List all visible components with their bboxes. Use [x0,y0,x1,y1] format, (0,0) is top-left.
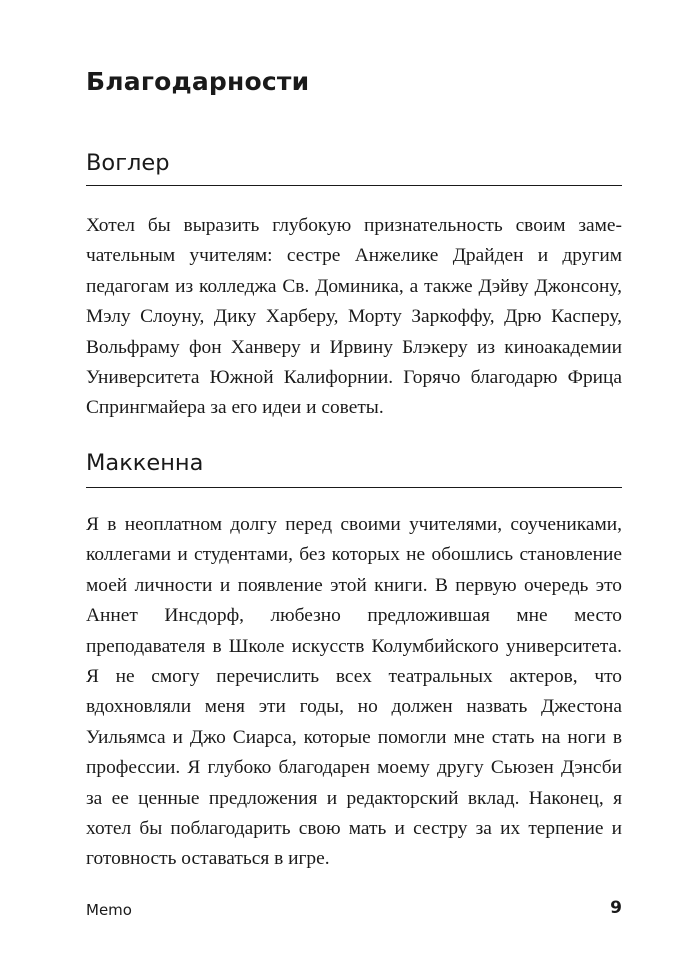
publisher-name: Memo [86,901,132,919]
section-heading-mckenna: Маккенна [86,450,204,476]
section-divider [86,487,622,488]
page-title: Благодарности [86,67,310,96]
page-number: 9 [610,898,622,918]
section-heading-vogler: Воглер [86,150,170,176]
section-paragraph-vogler: Хотел бы выразить глубокую признательность своим замечательным учителям: сестре Анжелике Драйден и другим педагогам из колледжа Св. Доминика, а также Дэйву Джонсону, Мэлу Слоуну, Дику Харберу, Морту Заркоффу, Дрю Касперу, Вольфраму фон Ханверу и Ирвину Блэкеру из киноакадемии Университета Южной Калифорнии. Горячо благодарю Фрица Спрингмайера за его идеи и советы. [86,215,622,419]
section-paragraph-mckenna: Я в неоплатном долгу перед своими учителями, соучениками, коллегами и студентами, без которых не обошлись становление моей личности и появление этой книги. В первую очередь это Аннет Инсдорф, любезно предложившая мне место преподавателя в Школе искусств Колумбийского университета. Я не смогу перечислить всех театральных актеров, что вдохновляли меня эти годы, но должен назвать Джестона Уильямса и Джо Сиарса, которые помогли мне стать на ноги в профессии. Я глубоко благодарен моему другу Сьюзен Дэнсби за ее ценные предложения и редакторский вклад. Наконец, я хотел бы поблагодарить свою мать и сестру за их терпение и готовность оставаться в игре. [86,514,622,870]
section-divider [86,185,622,186]
